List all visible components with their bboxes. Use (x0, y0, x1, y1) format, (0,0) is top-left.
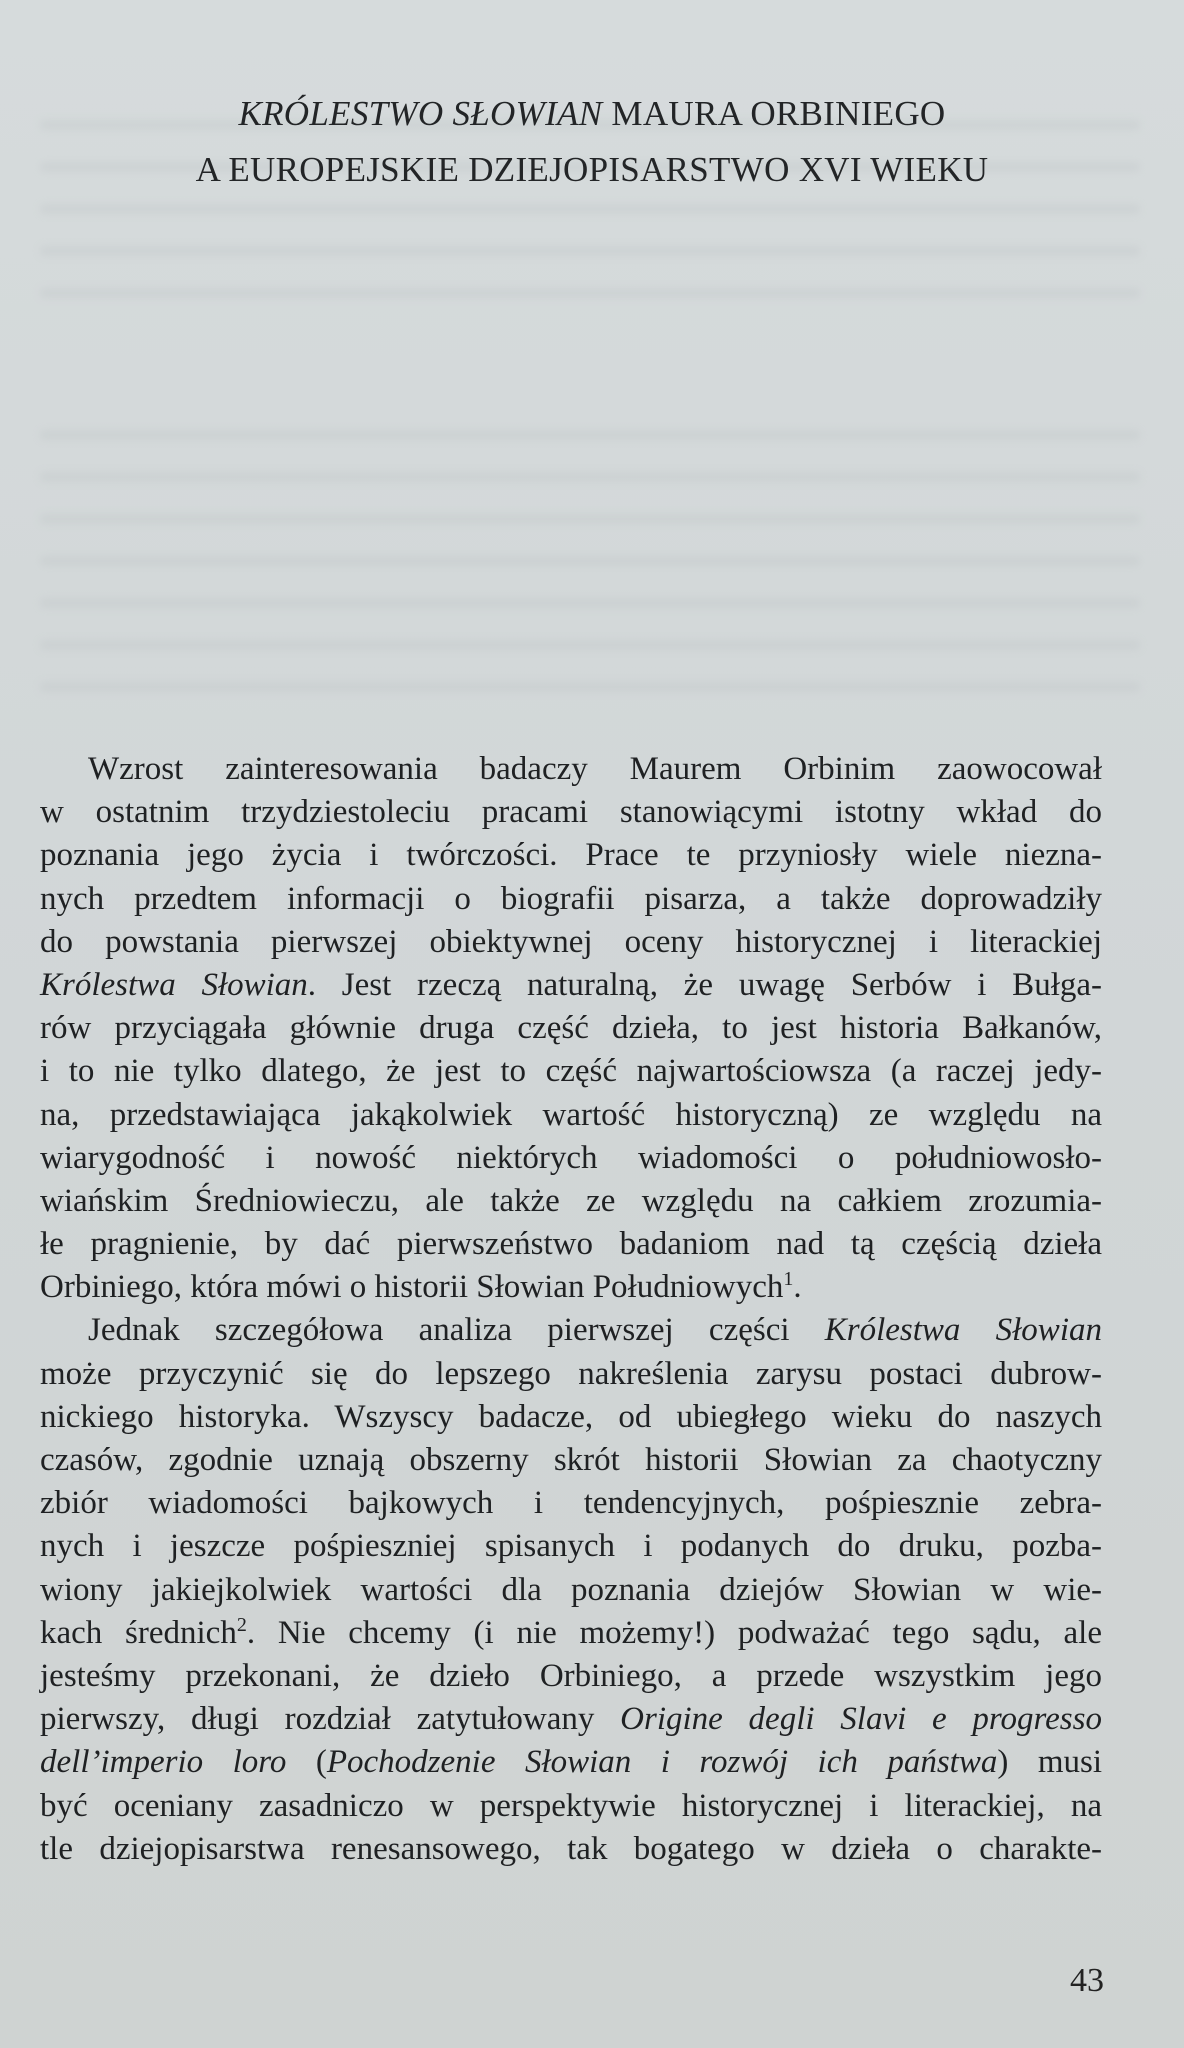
p1-line-9: na, przedstawiająca jakąkolwiek wartość historyczną) ze względu na (40, 1096, 1102, 1133)
p2-line-1-start: Jednak szczegółowa analiza pierwszej części (88, 1312, 825, 1349)
body-text (40, 748, 1102, 1871)
p1-line-3: poznania jego życia i twórczości. Prace te przyniosły wiele niezna- (40, 837, 1102, 874)
footnote-ref-1: 1 (783, 1268, 794, 1291)
p2-line-6: nych i jeszcze pośpieszniej spisanych i podanych do druku, pozba- (40, 1528, 1102, 1565)
p1-line-11: wiańskim Średniowieczu, ale także ze względu na całkiem zrozumia- (40, 1182, 1102, 1219)
p1-line-5: do powstania pierwszej obiektywnej oceny historycznej i literackiej (40, 923, 1102, 960)
chapter-title-line-1 (100, 86, 1084, 142)
p2-line-11-rest: ) musi (997, 1744, 1103, 1781)
book-title-italic: Królestwa Słowian (40, 966, 308, 1003)
p2-line-4: czasów, zgodnie uznają obszerny skrót historii Słowian za chaotyczny (40, 1442, 1102, 1478)
page-number: 43 (1070, 1962, 1104, 1999)
p1-line-4: nych przedtem informacji o biografii pisarza, a także doprowadziły (40, 880, 1102, 917)
p1-line-6-rest: . Jest rzeczą naturalną, że uwagę Serbów i Bułga- (307, 966, 1102, 1003)
p2-line-11 (40, 1741, 1102, 1784)
p2-line-8 (40, 1612, 1102, 1655)
chapter-title-line-2: A EUROPEJSKIE DZIEJOPISARSTWO XVI WIEKU (195, 150, 989, 189)
p1-line-6 (40, 964, 1102, 1007)
p1-line-2: w ostatnim trzydziestoleciu pracami stanowiącymi istotny wkład do (40, 794, 1102, 831)
italian-title-italic: Origine degli Slavi e progresso (620, 1701, 1102, 1738)
p2-line-13: tle dziejopisarstwa renesansowego, tak bogatego w dzieła o charakte- (40, 1830, 1102, 1867)
book-title-italic-2: Królestwa Słowian (824, 1312, 1102, 1349)
p1-line-10: wiarygodność i nowość niektórych wiadomości o południowosło- (40, 1139, 1102, 1176)
italian-title-italic-2: dell’imperio loro (40, 1744, 287, 1781)
p1-line-13 (40, 1266, 1102, 1309)
p1-line-7: rów przyciągała głównie druga część dzieła, to jest historia Bałkanów, (40, 1010, 1102, 1047)
p2-line-1 (40, 1309, 1102, 1352)
p2-line-10-start: pierwszy, długi rozdział zatytułowany (40, 1701, 621, 1738)
p1-line-13-text: Orbiniego, która mówi o historii Słowian Południowych (40, 1269, 784, 1306)
p1-line-13-end: . (793, 1269, 802, 1306)
chapter-title-italic: KRÓLESTWO SŁOWIAN (238, 94, 603, 133)
p2-line-2: może przyczynić się do lepszego nakreślenia zarysu postaci dubrow- (40, 1355, 1102, 1392)
p2-line-5: zbiór wiadomości bajkowych i tendencyjnych, pośpiesznie zebra- (40, 1485, 1102, 1522)
p1-line-12: łe pragnienie, by dać pierwszeństwo badaniom nad tą częścią dzieła (40, 1226, 1102, 1263)
chapter-title-rest: MAURA ORBINIEGO (602, 94, 946, 133)
polish-title-italic: Pochodzenie Słowian i rozwój ich państwa (326, 1744, 998, 1781)
p1-line-1: Wzrost zainteresowania badaczy Maurem Orbinim zaowocował (88, 751, 1102, 787)
p2-line-12: być oceniany zasadniczo w perspektywie historycznej i literackiej, na (40, 1787, 1102, 1824)
p2-line-9: jesteśmy przekonani, że dzieło Orbiniego, a przede wszystkim jego (40, 1657, 1102, 1694)
p2-line-8-rest: . Nie chcemy (i nie możemy!) podważać tego sądu, ale (246, 1614, 1102, 1651)
p2-line-3: nickiego historyka. Wszyscy badacze, od ubiegłego wieku do naszych (40, 1398, 1102, 1435)
p2-line-7: wiony jakiejkolwiek wartości dla poznania dziejów Słowian w wie- (40, 1571, 1102, 1608)
p1-line-8: i to nie tylko dlatego, że jest to część najwartościowsza (a raczej jedy- (40, 1053, 1102, 1090)
p2-line-8-start: kach średnich (40, 1614, 237, 1651)
p2-line-10 (40, 1698, 1102, 1741)
footnote-ref-2: 2 (236, 1613, 247, 1636)
p2-line-11-paren: ( (286, 1744, 327, 1781)
chapter-title (100, 86, 1084, 198)
